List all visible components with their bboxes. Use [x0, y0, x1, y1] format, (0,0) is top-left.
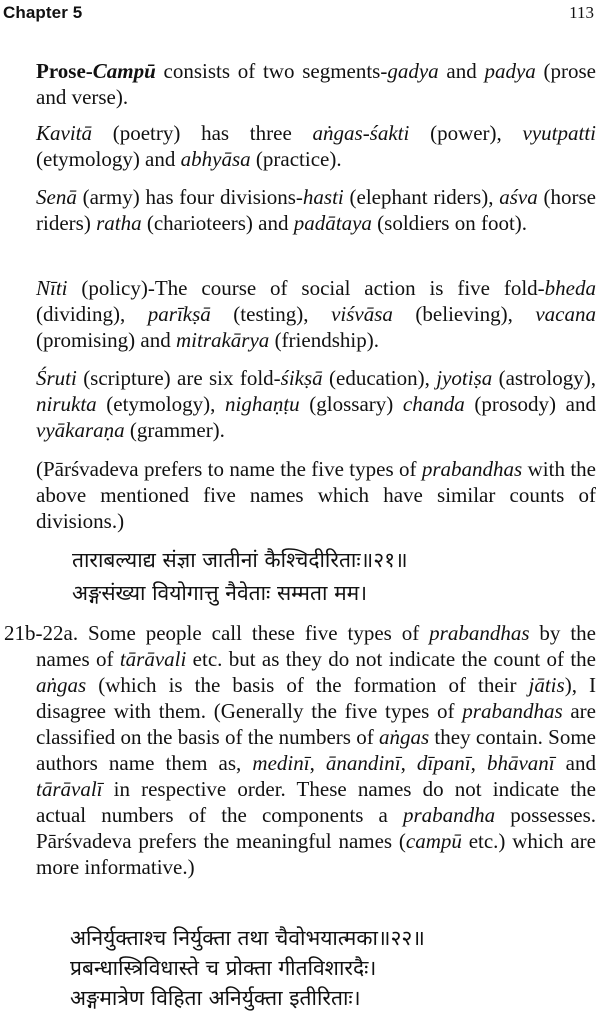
- sanskrit-verse-line: अङ्गसंख्या वियोगात्तु नैवेताः सम्मता मम।: [72, 581, 368, 605]
- text-run: (grammer).: [124, 418, 225, 442]
- italic-term: nirukta: [36, 392, 97, 416]
- text-run: (etymology),: [96, 392, 225, 416]
- text-run: and: [438, 59, 485, 83]
- italic-term: aṅgas-śakti: [312, 121, 410, 145]
- italic-term: Prose-: [36, 59, 93, 83]
- text-run: etc. but as they do not indicate the count of the: [186, 647, 596, 671]
- text-run: (practice).: [250, 147, 342, 171]
- italic-term: ratha: [96, 211, 142, 235]
- text-run: (power),: [409, 121, 523, 145]
- italic-term: prabandhas: [462, 699, 563, 723]
- italic-term: aṅgas: [36, 673, 87, 697]
- text-run: (astrology),: [492, 366, 596, 390]
- text-run: (army) has four divisions-: [76, 185, 303, 209]
- italic-term: prabandhas: [421, 457, 523, 481]
- text-run: ), I disagree with them. (Generally the five types of: [36, 673, 596, 723]
- text-run: (horse riders): [36, 185, 597, 235]
- text-run: (believing),: [392, 302, 536, 326]
- text-run: (poetry) has three: [92, 121, 313, 145]
- text-run: 21b-22a. Some people call these five types of: [4, 621, 430, 645]
- text-run: etc.) which are more informative.): [36, 829, 596, 879]
- paragraph-niti: [36, 275, 596, 353]
- page-number: 113: [569, 3, 594, 22]
- text-run: (prosody) and: [464, 392, 596, 416]
- italic-term: prabandhas: [429, 621, 530, 645]
- italic-term: Senā: [36, 185, 77, 209]
- text-run: (policy)-The course of social action is five fold-: [67, 276, 545, 300]
- text-run: (etymology) and: [36, 147, 181, 171]
- italic-term: śikṣā: [280, 366, 323, 390]
- text-run: (elephant riders),: [343, 185, 500, 209]
- italic-term: aśva: [499, 185, 538, 209]
- italic-term: nighaṇṭu: [225, 392, 300, 416]
- commentary-21b-22a: [4, 620, 596, 880]
- italic-term: padātaya: [293, 211, 372, 235]
- paragraph-sruti: [36, 365, 596, 443]
- italic-term: viśvāsa: [331, 302, 393, 326]
- text-run: ,: [400, 751, 417, 775]
- text-run: with the above mentioned five names which have similar counts of divisions.): [36, 457, 596, 533]
- italic-term: vyutpatti: [522, 121, 596, 145]
- italic-term: jyotiṣa: [436, 366, 493, 390]
- text-run: (friendship).: [269, 328, 379, 352]
- paragraph-parsvadeva-note: [36, 456, 596, 534]
- italic-term: bhāvanī: [486, 751, 555, 775]
- italic-term: parīkṣā: [147, 302, 211, 326]
- text-run: by the names of: [36, 621, 596, 671]
- italic-term: aṅgas: [378, 725, 430, 749]
- italic-term: Campū: [92, 59, 156, 83]
- text-run: ,: [309, 751, 326, 775]
- text-run: possesses. Pārśvadeva prefers the meaningful names (: [36, 803, 597, 853]
- italic-term: jātis: [528, 673, 565, 697]
- paragraph-kavita: [36, 120, 596, 172]
- text-run: (glossary): [299, 392, 403, 416]
- italic-term: padya: [484, 59, 536, 83]
- text-run: (charioteers) and: [141, 211, 294, 235]
- text-run: (Pārśvadeva prefers to name the five types of: [36, 457, 422, 481]
- text-run: ,: [470, 751, 487, 775]
- italic-term: ānandinī: [325, 751, 401, 775]
- italic-term: gadya: [387, 59, 439, 83]
- paragraph-prose-campu: [36, 58, 596, 110]
- sanskrit-verse-line: ताराबल्याद्य संज्ञा जातीनां कैश्चिदीरिताः॥२१॥: [72, 548, 408, 572]
- italic-term: mitrakārya: [175, 328, 270, 352]
- italic-term: vyākaraṇa: [36, 418, 125, 442]
- italic-term: Nīti: [36, 276, 68, 300]
- text-run: (soldiers on foot).: [371, 211, 528, 235]
- italic-term: dīpanī: [416, 751, 471, 775]
- italic-term: tārāvali: [119, 647, 187, 671]
- italic-term: prabandha: [402, 803, 496, 827]
- text-run: (testing),: [210, 302, 332, 326]
- italic-term: hasti: [302, 185, 344, 209]
- sanskrit-verse-line: अनिर्युक्ताश्च निर्युक्ता तथा चैवोभयात्मका॥२२॥: [70, 926, 425, 950]
- text-run: consists of two segments-: [155, 59, 388, 83]
- italic-term: campū: [405, 829, 462, 853]
- text-run: (prose and verse).: [36, 59, 597, 109]
- text-run: (education),: [322, 366, 437, 390]
- text-run: (promising) and: [36, 328, 176, 352]
- italic-term: tārāvalī: [36, 777, 103, 801]
- text-run: (dividing),: [36, 302, 148, 326]
- text-run: (which is the basis of the formation of their: [86, 673, 529, 697]
- text-run: (scripture) are six fold-: [76, 366, 281, 390]
- italic-term: abhyāsa: [180, 147, 251, 171]
- sanskrit-verse-line: प्रबन्धास्त्रिविधास्ते च प्रोक्ता गीतविशारदैः।: [70, 956, 377, 980]
- text-run: in respective order. These names do not indicate the actual numbers of the components a: [36, 777, 596, 827]
- paragraph-sena: [36, 184, 596, 236]
- italic-term: vacana: [535, 302, 597, 326]
- italic-term: Kavitā: [36, 121, 92, 145]
- page-header: [0, 3, 600, 27]
- italic-term: bheda: [544, 276, 596, 300]
- text-run: and: [554, 751, 597, 775]
- text-run: they contain. Some authors name them as,: [36, 725, 596, 775]
- italic-term: medinī: [252, 751, 310, 775]
- sanskrit-verse-line: अङ्गमात्रेण विहिता अनिर्युक्ता इतीरिताः।: [70, 986, 361, 1010]
- chapter-title: Chapter 5: [3, 3, 83, 22]
- italic-term: Śruti: [36, 366, 77, 390]
- italic-term: chanda: [402, 392, 465, 416]
- text-run: are classified on the basis of the numbers of: [36, 699, 596, 749]
